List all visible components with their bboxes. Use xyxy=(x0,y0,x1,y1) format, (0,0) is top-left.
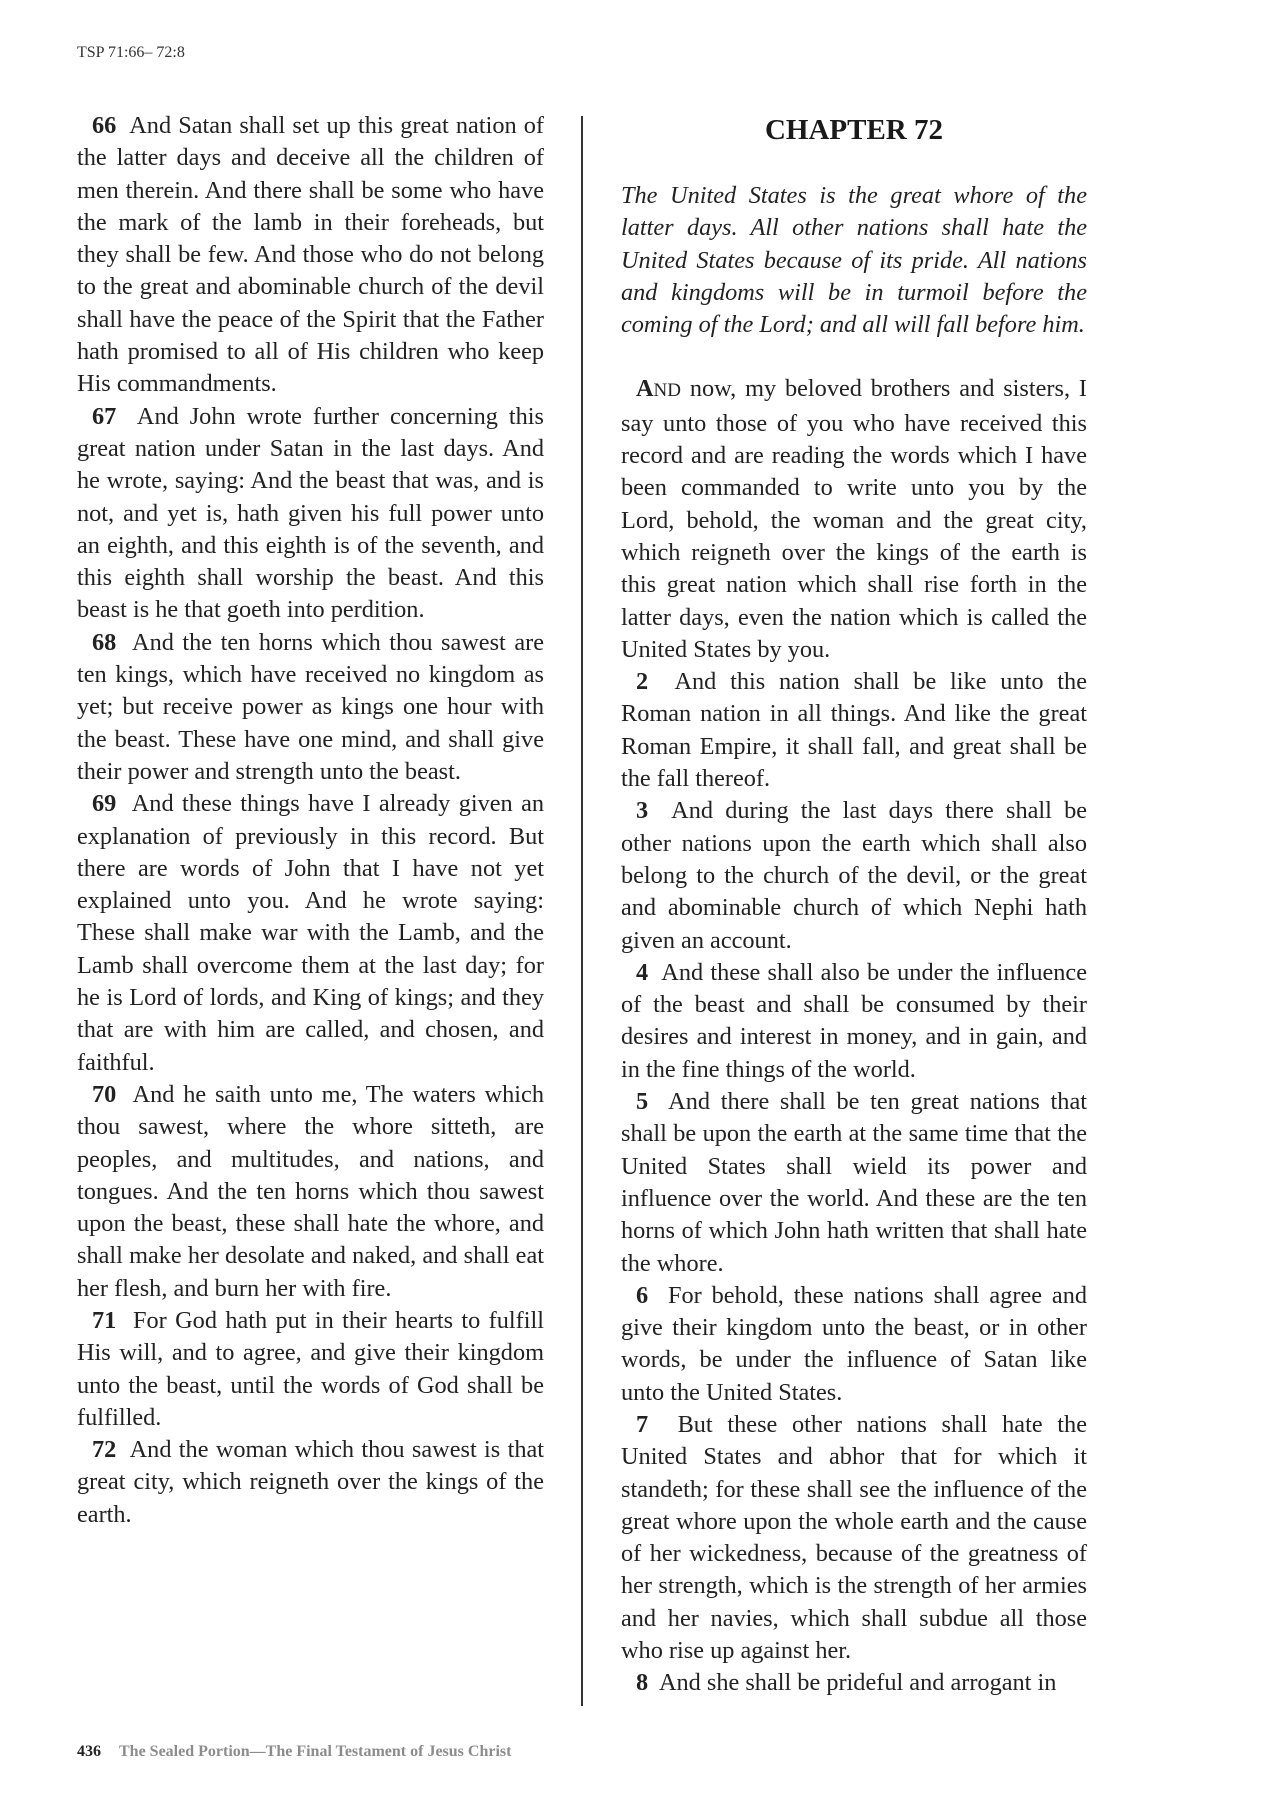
chapter-title: CHAPTER 72 xyxy=(764,114,944,146)
verse-69 xyxy=(77,788,544,1079)
verse-text: And Satan shall set up this great nation of the latter days and deceive all the children of men therein. And there shall be some who have the mark of the lamb in their foreheads, but they shall be few. And those who do not belong to the great and abominable church of the devil shall have the peace of the Spirit that the Father hath promised to all of His children who keep His commandments. xyxy=(77,112,545,398)
verse-number: 2 xyxy=(636,668,649,696)
page-number: 436 xyxy=(77,1743,101,1760)
verse-67 xyxy=(77,401,544,627)
verse-number: 7 xyxy=(636,1410,649,1438)
verse-8 xyxy=(621,1667,1087,1699)
verse-text: And there shall be ten great nations that shall be upon the earth at the same time that the United States shall wield its power and influence over the world. And these are the ten horns of which John hath written that shall hate the whore. xyxy=(621,1088,1087,1277)
verse-71 xyxy=(77,1305,544,1434)
dropcap-letter: A xyxy=(636,375,654,403)
running-head: TSP 71:66– 72:8 xyxy=(77,44,185,61)
verse-number: 6 xyxy=(636,1281,649,1309)
verse-number: 72 xyxy=(92,1436,117,1464)
verse-66 xyxy=(77,110,544,401)
verse-number: 69 xyxy=(92,790,117,818)
verse-number: 66 xyxy=(92,112,117,139)
verse-text: For God hath put in their hearts to fulfill His will, and to agree, and give their kingdom unto the beast, until the words of God shall be fulfilled. xyxy=(77,1306,544,1431)
verse-number: 8 xyxy=(636,1669,649,1697)
verse-4 xyxy=(621,957,1087,1086)
verse-number: 4 xyxy=(636,958,649,986)
verse-text: And the ten horns which thou sawest are ten kings, which have received no kingdom as yet; but receive power as kings one hour with the beast. These have one mind, and shall give their power and strength unto the beast. xyxy=(77,628,544,785)
verse-3 xyxy=(621,795,1087,956)
verse-7 xyxy=(621,1409,1087,1667)
verse-text: And this nation shall be like unto the Roman nation in all things. And like the great Roman Empire, it shall fall, and great shall be the fall thereof. xyxy=(621,668,1087,793)
verse-number: 3 xyxy=(636,797,649,825)
verse-text: And the woman which thou sawest is that great city, which reigneth over the kings of the earth. xyxy=(77,1436,544,1528)
opening-text: now, my beloved brothers and sisters, I say unto those of you who have received this record and are reading the words which I have been commanded to write unto you by the Lord, behold, the woman and the great city, which reigneth over the kings of the earth is this great nation which shall rise forth in the latter days, even the nation which is called the United States by you. xyxy=(621,375,1087,663)
verse-number: 70 xyxy=(92,1080,117,1108)
verse-72 xyxy=(77,1434,544,1531)
verse-text: And these things have I already given an explanation of previously in this record. But there are words of John that I have not yet explained unto you. And he wrote saying: These shall make war with the Lamb, and the Lamb shall overcome them at the last day; for he is Lord of lords, and King of kings; and they that are with him are called, and chosen, and faithful. xyxy=(77,790,545,1076)
verse-68 xyxy=(77,627,544,788)
book-title: The Sealed Portion—The Final Testament of Jesus Christ xyxy=(119,1743,512,1760)
column-divider xyxy=(581,116,583,1706)
verse-70 xyxy=(77,1079,544,1305)
right-column xyxy=(621,110,1087,1700)
verse-text: And he saith unto me, The waters which thou sawest, where the whore sitteth, are peoples, and multitudes, and nations, and tongues. And the ten horns which thou sawest upon the beast, these shall hate the whore, and shall make her desolate and naked, and shall eat her flesh, and burn her with fire. xyxy=(77,1080,544,1302)
verse-number: 67 xyxy=(92,402,117,430)
verse-2 xyxy=(621,666,1087,795)
smallcaps-word: ND xyxy=(653,380,681,402)
verse-text: And these shall also be under the influence of the beast and shall be consumed by their desires and interest in money, and in gain, and in the fine things of the world. xyxy=(621,958,1088,1083)
page-footer xyxy=(77,1743,511,1761)
verse-text: And during the last days there shall be other nations upon the earth which shall also belong to the church of the devil, or the great and abominable church of which Nephi hath given an account. xyxy=(621,797,1088,954)
verse-text: And John wrote further concerning this great nation under Satan in the last days. And he wrote, saying: And the beast that was, and is not, and yet is, hath given his full power unto an eighth, and this eighth is of the seventh, and this eighth shall worship the beast. And this beast is he that goeth into perdition. xyxy=(77,402,544,624)
verse-5 xyxy=(621,1086,1087,1280)
left-column xyxy=(77,110,544,1531)
verse-number: 5 xyxy=(636,1088,649,1116)
verse-number: 71 xyxy=(92,1306,117,1334)
verse-text: And she shall be prideful and arrogant in xyxy=(658,1669,1057,1697)
chapter-opening xyxy=(621,373,1087,666)
verse-6 xyxy=(621,1280,1087,1409)
verse-number: 68 xyxy=(92,628,117,656)
chapter-summary: The United States is the great whore of the latter days. All other nations shall hate the United States because of its pride. All nations and kingdoms will be in turmoil before the coming of the Lord; and all will fall before him. xyxy=(621,182,1087,339)
verse-text: But these other nations shall hate the United States and abhor that for which it standeth; for these shall see the influence of the great whore upon the whole earth and the cause of her wickedness, because of the greatness of her strength, which is the strength of her armies and her navies, which shall subdue all those who rise up against her. xyxy=(621,1410,1087,1665)
verse-text: For behold, these nations shall agree and give their kingdom unto the beast, or in other words, be under the influence of Satan like unto the United States. xyxy=(621,1281,1087,1406)
